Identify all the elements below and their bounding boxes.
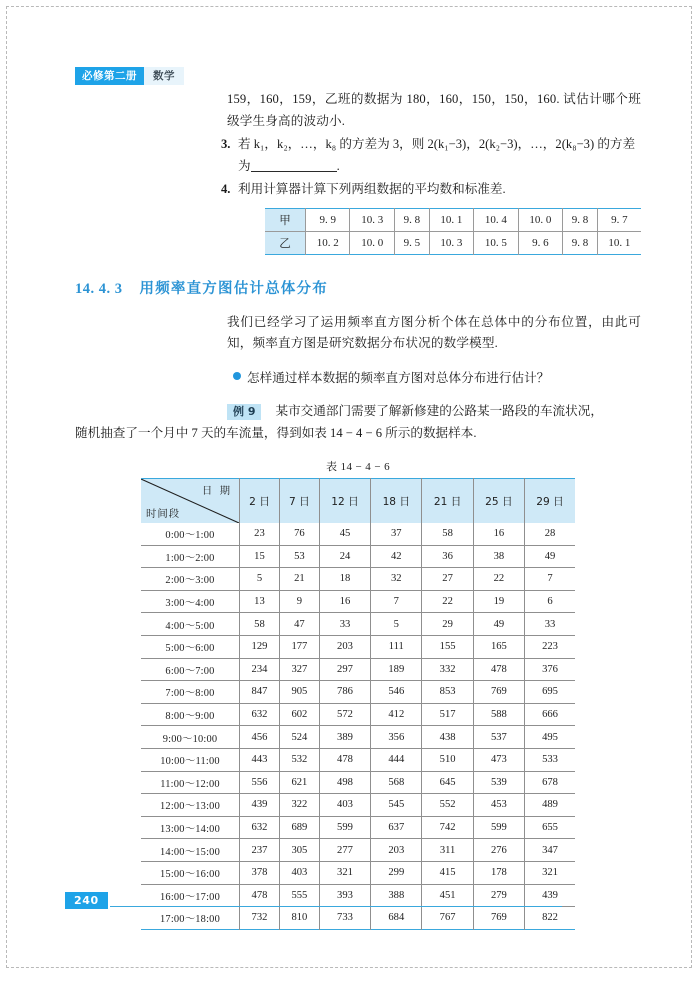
page-frame (6, 6, 692, 968)
table-cell: 621 (279, 771, 319, 794)
small-data-table (265, 208, 641, 255)
table-cell: 769 (473, 681, 524, 704)
traffic-table-head (141, 479, 575, 524)
table-cell: 822 (525, 907, 575, 930)
table-cell: 237 (240, 839, 280, 862)
table-cell: 10. 1 (597, 231, 641, 254)
table-cell: 10. 0 (350, 231, 394, 254)
table-cell: 393 (319, 884, 370, 907)
table-cell: 517 (422, 703, 473, 726)
table-cell: 695 (525, 681, 575, 704)
guiding-question-text: 怎样通过样本数据的频率直方图对总体分布进行估计？ (247, 370, 550, 385)
table-row (141, 816, 575, 839)
row-time-label: 4:00～5:00 (141, 613, 240, 636)
column-header: 25 日 (473, 479, 524, 524)
table-header-row (141, 479, 575, 524)
table-cell: 36 (422, 545, 473, 568)
table-cell: 645 (422, 771, 473, 794)
table-cell: 18 (319, 568, 370, 591)
table-cell: 632 (240, 816, 280, 839)
table-cell: 376 (525, 658, 575, 681)
table-cell: 478 (319, 748, 370, 771)
table-cell: 666 (525, 703, 575, 726)
table-cell: 16 (473, 523, 524, 545)
table-row (141, 703, 575, 726)
footer-rule (110, 906, 562, 907)
table-cell: 632 (240, 703, 280, 726)
table-cell: 742 (422, 816, 473, 839)
table-cell: 9. 9 (306, 208, 350, 231)
table-cell: 588 (473, 703, 524, 726)
row-time-label: 14:00～15:00 (141, 839, 240, 862)
exercise-list (75, 134, 641, 201)
exercise-number-4: 4. (221, 182, 231, 196)
table-cell: 9 (279, 590, 319, 613)
row-label: 乙 (265, 231, 306, 254)
row-label: 甲 (265, 208, 306, 231)
table-cell: 556 (240, 771, 280, 794)
table-cell: 22 (473, 568, 524, 591)
table-cell: 403 (319, 794, 370, 817)
column-header: 2 日 (240, 479, 280, 524)
table-cell: 498 (319, 771, 370, 794)
table-cell: 53 (279, 545, 319, 568)
table-cell: 10. 2 (306, 231, 350, 254)
table-cell: 311 (422, 839, 473, 862)
table-cell: 444 (371, 748, 422, 771)
table-cell: 9. 5 (394, 231, 429, 254)
table-cell: 10. 3 (429, 231, 473, 254)
table-cell: 684 (371, 907, 422, 930)
table-cell: 33 (319, 613, 370, 636)
table-cell: 155 (422, 635, 473, 658)
table-cell: 439 (240, 794, 280, 817)
table-cell: 478 (473, 658, 524, 681)
exercise-number-3: 3. (221, 137, 231, 151)
row-time-label: 12:00～13:00 (141, 794, 240, 817)
exercise-item-4 (75, 179, 641, 201)
table-cell: 29 (422, 613, 473, 636)
row-time-label: 1:00～2:00 (141, 545, 240, 568)
traffic-data-table (141, 478, 575, 930)
column-header: 12 日 (319, 479, 370, 524)
table-cell: 21 (279, 568, 319, 591)
table-cell: 473 (473, 748, 524, 771)
table-cell: 552 (422, 794, 473, 817)
table-cell: 655 (525, 816, 575, 839)
table-cell: 443 (240, 748, 280, 771)
table-row (141, 839, 575, 862)
table-cell: 524 (279, 726, 319, 749)
table-caption: 表 14 − 4 − 6 (326, 461, 390, 473)
table-cell: 5 (240, 568, 280, 591)
running-header (75, 67, 184, 85)
table-cell: 42 (371, 545, 422, 568)
table-row (141, 568, 575, 591)
row-time-label: 15:00～16:00 (141, 861, 240, 884)
table-cell: 111 (371, 635, 422, 658)
table-cell: 15 (240, 545, 280, 568)
continued-paragraph: 159，160，159，乙班的数据为 180，160，150，150，160. 试估计哪个班级学生身高的波动小. (227, 92, 641, 128)
table-row (265, 208, 641, 231)
page-inner (7, 7, 691, 967)
table-cell: 7 (525, 568, 575, 591)
table-cell: 305 (279, 839, 319, 862)
table-cell: 279 (473, 884, 524, 907)
big-table-wrapper (75, 478, 641, 930)
table-corner-cell (141, 479, 240, 524)
table-cell: 321 (319, 861, 370, 884)
page-content (75, 89, 641, 930)
exercise-text-4: 利用计算器计算下列两组数据的平均数和标准差. (238, 182, 506, 196)
table-row (141, 658, 575, 681)
table-cell: 10. 0 (518, 208, 562, 231)
table-cell: 203 (371, 839, 422, 862)
table-cell: 178 (473, 861, 524, 884)
table-cell: 533 (525, 748, 575, 771)
row-time-label: 3:00～4:00 (141, 590, 240, 613)
table-cell: 129 (240, 635, 280, 658)
table-cell: 537 (473, 726, 524, 749)
fill-in-blank (251, 171, 337, 172)
table-cell: 451 (422, 884, 473, 907)
table-cell: 28 (525, 523, 575, 545)
table-cell: 297 (319, 658, 370, 681)
table-cell: 378 (240, 861, 280, 884)
row-time-label: 10:00～11:00 (141, 748, 240, 771)
table-cell: 599 (473, 816, 524, 839)
table-cell: 733 (319, 907, 370, 930)
table-cell: 572 (319, 703, 370, 726)
example-tag: 例 9 (227, 404, 261, 420)
table-cell: 58 (422, 523, 473, 545)
table-cell: 478 (240, 884, 280, 907)
table-cell: 412 (371, 703, 422, 726)
table-cell: 810 (279, 907, 319, 930)
table-cell: 602 (279, 703, 319, 726)
table-cell: 322 (279, 794, 319, 817)
bullet-dot-icon (233, 372, 241, 380)
table-cell: 453 (473, 794, 524, 817)
table-row (265, 231, 641, 254)
table-row (141, 771, 575, 794)
table-cell: 678 (525, 771, 575, 794)
row-time-label: 17:00～18:00 (141, 907, 240, 930)
table-cell: 10. 3 (350, 208, 394, 231)
table-cell: 37 (371, 523, 422, 545)
table-cell: 10. 5 (474, 231, 518, 254)
intro-paragraph: 我们已经学习了运用频率直方图分析个体在总体中的分布位置，由此可知，频率直方图是研究数据分布状况的数学模型. (227, 314, 641, 350)
table-row (141, 681, 575, 704)
table-cell: 47 (279, 613, 319, 636)
table-cell: 637 (371, 816, 422, 839)
section-heading (75, 277, 641, 298)
guiding-question (75, 368, 641, 390)
row-time-label: 13:00～14:00 (141, 816, 240, 839)
traffic-table-body (141, 523, 575, 929)
table-cell: 545 (371, 794, 422, 817)
example-text-line1: 某市交通部门需要了解新修建的公路某一路段的车流状况， (275, 404, 603, 418)
table-cell: 22 (422, 590, 473, 613)
row-time-label: 6:00～7:00 (141, 658, 240, 681)
row-time-label: 16:00～17:00 (141, 884, 240, 907)
table-cell: 5 (371, 613, 422, 636)
table-cell: 415 (422, 861, 473, 884)
example-first-line (75, 401, 641, 423)
row-time-label: 5:00～6:00 (141, 635, 240, 658)
table-cell: 177 (279, 635, 319, 658)
table-cell: 7 (371, 590, 422, 613)
exercise-3-tail-post: . (336, 158, 340, 173)
running-header-subject: 数学 (144, 67, 184, 85)
table-cell: 356 (371, 726, 422, 749)
running-header-book: 必修第二册 (75, 67, 144, 85)
table-cell: 786 (319, 681, 370, 704)
table-cell: 9. 8 (394, 208, 429, 231)
small-data-table-wrapper (75, 208, 641, 255)
table-cell: 905 (279, 681, 319, 704)
table-cell: 9. 7 (597, 208, 641, 231)
row-time-label: 8:00～9:00 (141, 703, 240, 726)
column-header: 29 日 (525, 479, 575, 524)
page-footer (65, 892, 645, 909)
table-cell: 539 (473, 771, 524, 794)
table-cell: 32 (371, 568, 422, 591)
table-row (141, 794, 575, 817)
exercise-3-lead: 若 k₁，k₂，…，k₈ 的方差为 3，则 2(k₁−3)，2(k₂−3)，…，2(k₈−3) 的方差 (238, 137, 636, 151)
table-row (141, 748, 575, 771)
table-cell: 388 (371, 884, 422, 907)
table-cell: 33 (525, 613, 575, 636)
table-row (141, 726, 575, 749)
table-cell: 189 (371, 658, 422, 681)
table-cell: 403 (279, 861, 319, 884)
table-cell: 439 (525, 884, 575, 907)
table-cell: 599 (319, 816, 370, 839)
table-cell: 9. 6 (518, 231, 562, 254)
page-number-badge: 240 (65, 892, 108, 909)
table-cell: 276 (473, 839, 524, 862)
table-row (141, 907, 575, 930)
table-cell: 27 (422, 568, 473, 591)
table-cell: 389 (319, 726, 370, 749)
table-cell: 6 (525, 590, 575, 613)
corner-timeslot-label: 时间段 (146, 508, 181, 520)
table-cell: 49 (525, 545, 575, 568)
table-cell: 277 (319, 839, 370, 862)
table-cell: 321 (525, 861, 575, 884)
table-cell: 19 (473, 590, 524, 613)
table-row (141, 635, 575, 658)
table-cell: 489 (525, 794, 575, 817)
row-time-label: 2:00～3:00 (141, 568, 240, 591)
table-cell: 568 (371, 771, 422, 794)
example-block (75, 401, 641, 444)
table-cell: 13 (240, 590, 280, 613)
table-cell: 510 (422, 748, 473, 771)
table-cell: 532 (279, 748, 319, 771)
table-cell: 203 (319, 635, 370, 658)
column-header: 21 日 (422, 479, 473, 524)
table-cell: 49 (473, 613, 524, 636)
table-cell: 10. 1 (429, 208, 473, 231)
row-time-label: 7:00～8:00 (141, 681, 240, 704)
table-cell: 299 (371, 861, 422, 884)
table-row (141, 613, 575, 636)
table-cell: 689 (279, 816, 319, 839)
table-cell: 495 (525, 726, 575, 749)
table-cell: 38 (473, 545, 524, 568)
table-cell: 327 (279, 658, 319, 681)
table-cell: 732 (240, 907, 280, 930)
table-cell: 847 (240, 681, 280, 704)
section-number: 14. 4. 3 (75, 280, 123, 297)
table-cell: 767 (422, 907, 473, 930)
table-row (141, 523, 575, 545)
table-cell: 546 (371, 681, 422, 704)
table-cell: 9. 8 (563, 208, 598, 231)
table-cell: 45 (319, 523, 370, 545)
column-header: 18 日 (371, 479, 422, 524)
table-cell: 16 (319, 590, 370, 613)
table-cell: 555 (279, 884, 319, 907)
corner-date-label: 日 期 (201, 485, 232, 497)
table-cell: 332 (422, 658, 473, 681)
table-row (141, 861, 575, 884)
row-time-label: 11:00～12:00 (141, 771, 240, 794)
table-cell: 76 (279, 523, 319, 545)
table-cell: 769 (473, 907, 524, 930)
table-cell: 223 (525, 635, 575, 658)
row-time-label: 0:00～1:00 (141, 523, 240, 545)
table-cell: 234 (240, 658, 280, 681)
exercise-text-3 (238, 134, 641, 177)
row-time-label: 9:00～10:00 (141, 726, 240, 749)
table-cell: 853 (422, 681, 473, 704)
table-cell: 23 (240, 523, 280, 545)
column-header: 7 日 (279, 479, 319, 524)
table-cell: 58 (240, 613, 280, 636)
table-cell: 9. 8 (563, 231, 598, 254)
example-text-line2: 随机抽查了一个月中 7 天的车流量，得到如表 14 − 4 − 6 所示的数据样本. (75, 425, 477, 440)
section-title: 用频率直方图估计总体分布 (139, 280, 328, 297)
exercise-3-tail-pre: 为 (238, 158, 251, 173)
table-cell: 24 (319, 545, 370, 568)
table-row (141, 590, 575, 613)
table-cell: 347 (525, 839, 575, 862)
table-row (141, 545, 575, 568)
exercise-item-3 (75, 134, 641, 177)
table-cell: 438 (422, 726, 473, 749)
table-cell: 165 (473, 635, 524, 658)
table-cell: 10. 4 (474, 208, 518, 231)
table-cell: 456 (240, 726, 280, 749)
